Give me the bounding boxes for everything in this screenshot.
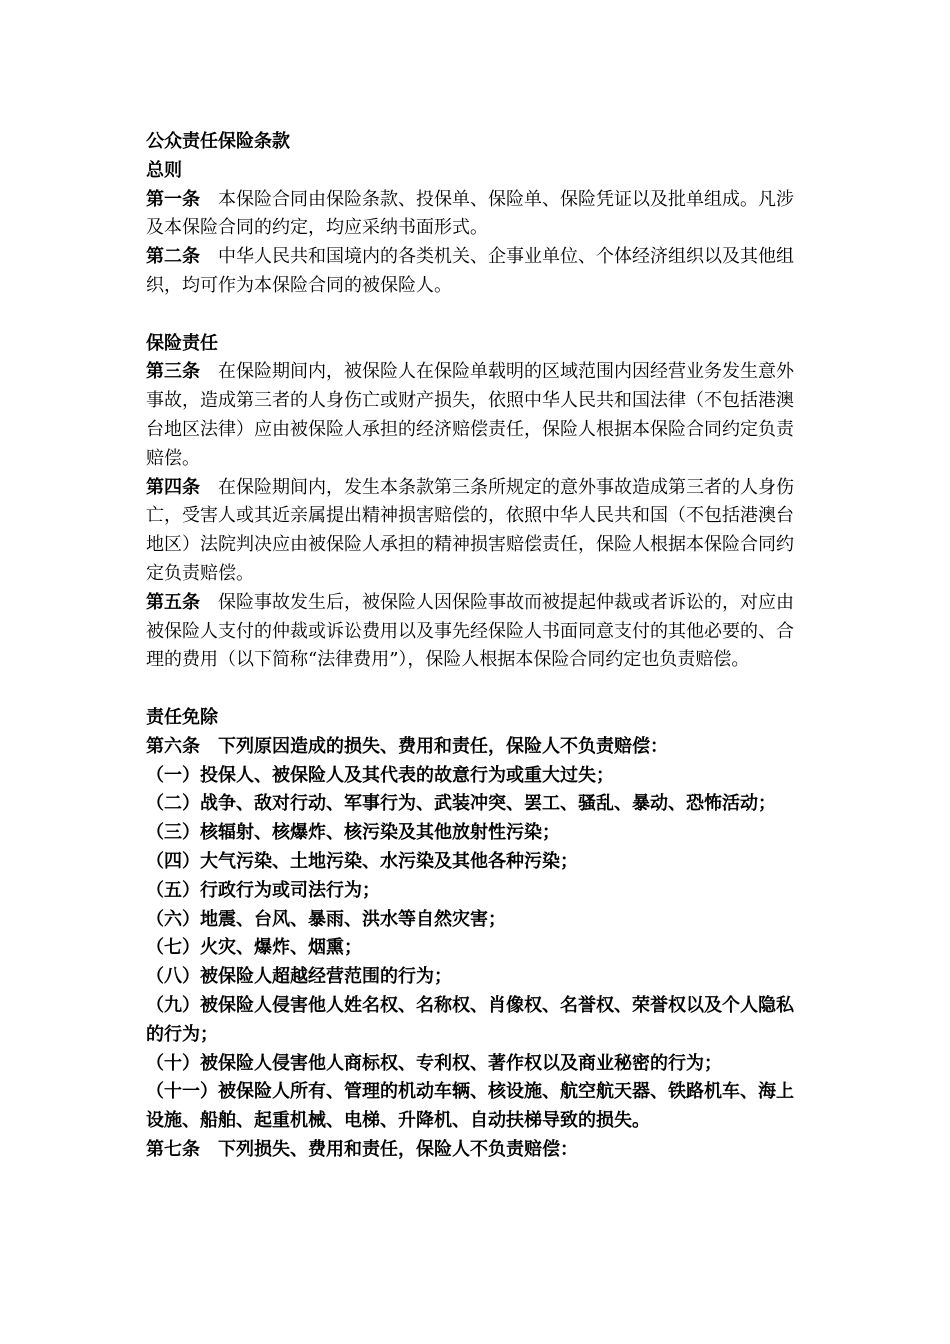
exclusion-item: （一）投保人、被保险人及其代表的故意行为或重大过失； (146, 764, 614, 786)
section-heading-general: 总则 (146, 159, 182, 181)
article-text: 在保险期间内，发生本条款第三条所规定的意外事故造成第三者的人身伤亡，受害人或其近亲属提出精神损害赔偿的，依照中华人民共和国（不包括港澳台地区）法院判决应由被保险人承担的精神损害赔偿责任，保险人根据本保险合同约定负责赔偿。 (146, 476, 794, 584)
article-text: 下列损失、费用和责任，保险人不负责赔偿： (218, 1138, 578, 1160)
article-number: 第六条 (146, 735, 200, 757)
article-number: 第四条 (146, 476, 200, 498)
section-heading-exclusions: 责任免除 (146, 706, 218, 728)
article-4 (146, 474, 806, 589)
exclusion-item: （二）战争、敌对行动、军事行为、武装冲突、罢工、骚乱、暴动、恐怖活动； (146, 793, 776, 815)
article-number: 第一条 (146, 188, 200, 210)
article-7 (146, 1136, 806, 1165)
exclusion-item: （五）行政行为或司法行为； (146, 879, 380, 901)
article-number: 第二条 (146, 246, 200, 268)
article-3 (146, 358, 806, 473)
article-text: 中华人民共和国境内的各类机关、企事业单位、个体经济组织以及其他组织，均可作为本保险合同的被保险人。 (146, 246, 794, 296)
exclusion-item: （十一）被保险人所有、管理的机动车辆、核设施、航空航天器、铁路机车、海上设施、船舶、起重机械、电梯、升降机、自动扶梯导致的损失。 (146, 1081, 794, 1132)
exclusion-item: （九）被保险人侵害他人姓名权、名称权、肖像权、名誉权、荣誉权以及个人隐私的行为； (146, 994, 794, 1045)
article-1 (146, 186, 806, 244)
article-text: 本保险合同由保险条款、投保单、保险单、保险凭证以及批单组成。凡涉及本保险合同的约定，均应采纳书面形式。 (146, 188, 794, 239)
exclusion-item: （四）大气污染、土地污染、水污染及其他各种污染； (146, 850, 578, 872)
article-5 (146, 589, 806, 675)
article-number: 第五条 (146, 591, 200, 613)
exclusion-item: （三）核辐射、核爆炸、核污染及其他放射性污染； (146, 822, 560, 844)
document-title: 公众责任保险条款 (146, 131, 290, 152)
section-spacer (146, 301, 806, 330)
document-body (146, 128, 806, 1165)
exclusion-item: （八）被保险人超越经营范围的行为； (146, 966, 452, 988)
article-number: 第三条 (146, 361, 200, 383)
article-number: 第七条 (146, 1138, 200, 1160)
article-2 (146, 243, 806, 301)
exclusion-item: （十）被保险人侵害他人商标权、专利权、著作权以及商业秘密的行为； (146, 1052, 722, 1074)
exclusion-item: （六）地震、台风、暴雨、洪水等自然灾害； (146, 908, 506, 930)
exclusion-item: （七）火灾、爆炸、烟熏； (146, 937, 362, 959)
section-heading-coverage: 保险责任 (146, 332, 218, 354)
article-text: 下列原因造成的损失、费用和责任，保险人不负责赔偿： (218, 735, 668, 757)
article-text: 在保险期间内，被保险人在保险单载明的区域范围内因经营业务发生意外事故，造成第三者的人身伤亡或财产损失，依照中华人民共和国法律（不包括港澳台地区法律）应由被保险人承担的经济赔偿责任，保险人根据本保险合同约定负责赔偿。 (146, 361, 794, 469)
article-6 (146, 733, 806, 762)
section-spacer (146, 675, 806, 704)
article-text: 保险事故发生后，被保险人因保险事故而被提起仲裁或者诉讼的，对应由被保险人支付的仲裁或诉讼费用以及事先经保险人书面同意支付的其他必要的、合理的费用（以下简称“法律费用”），保险人根据本保险合同约定也负责赔偿。 (146, 591, 794, 671)
